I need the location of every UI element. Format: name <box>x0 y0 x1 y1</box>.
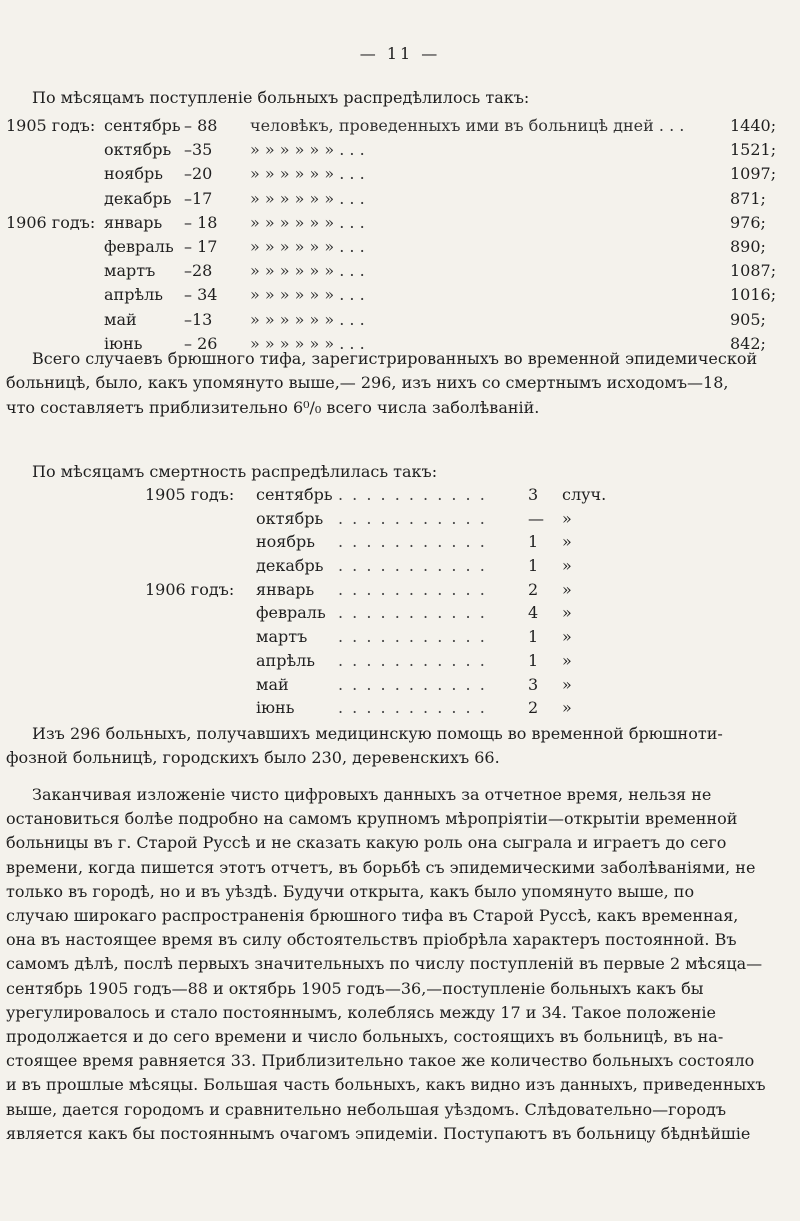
text-line: больницѣ, было, какъ упомянуто выше,— 296, изъ нихъ со смертнымъ исходомъ—18, <box>6 373 729 393</box>
text-line: Всего случаевъ брюшного тифа, зарегистрированныхъ во временной эпидемической <box>32 349 758 368</box>
text-line: случаю широкаго распространенія брюшного тифа въ Старой Руссѣ, какъ временная, <box>6 906 739 926</box>
row-text: » » » » » » . . . <box>250 188 365 208</box>
mortality-row <box>0 698 800 722</box>
unit-label: » <box>562 627 572 647</box>
year-label: 1906 годъ: <box>6 212 96 232</box>
text-line: выше, дается городомъ и сравнительно небольшая уѣздомъ. Слѣдовательно—городъ <box>6 1099 727 1119</box>
paragraph-total-cases <box>6 347 796 420</box>
hospital-days: 890; <box>730 236 766 256</box>
leader-dots: . . . . . . . . . . . <box>338 627 487 647</box>
death-count: 3 <box>528 485 539 504</box>
row-text: » » » » » » . . . <box>250 333 365 353</box>
admissions-row <box>0 285 800 309</box>
mortality-row <box>0 485 800 509</box>
month-label: апрѣль <box>256 650 315 670</box>
month-label: май <box>104 309 137 329</box>
leader-dots: . . . . . . . . . . . <box>338 532 487 552</box>
text-line: фозной больницѣ, городскихъ было 230, деревенскихъ 66. <box>6 748 500 768</box>
death-count: 1 <box>528 532 539 552</box>
month-label: сентябрь <box>104 116 181 135</box>
hospital-days: 1097; <box>730 164 777 184</box>
month-label: октябрь <box>256 508 324 528</box>
death-count: 1 <box>528 650 539 670</box>
patient-count: – 88 <box>184 116 218 135</box>
admissions-row <box>0 213 800 237</box>
month-label: декабрь <box>256 556 324 576</box>
year-label: 1905 годъ: <box>145 485 235 504</box>
patient-count: –17 <box>184 188 213 208</box>
admissions-row <box>0 140 800 164</box>
admissions-row <box>0 237 800 261</box>
text-line: продолжается и до сего времени и число больныхъ, состоящихъ въ больницѣ, въ на- <box>6 1027 724 1047</box>
row-text: » » » » » » . . . <box>250 261 365 281</box>
death-count: 2 <box>528 698 539 718</box>
unit-label: » <box>562 579 572 599</box>
patient-count: – 18 <box>184 212 218 232</box>
row-text: » » » » » » . . . <box>250 164 365 184</box>
unit-label: » <box>562 674 572 694</box>
hospital-days: 1087; <box>730 261 777 281</box>
paragraph-hospital-role <box>6 783 796 1146</box>
month-label: январь <box>104 212 163 232</box>
month-label: ноябрь <box>104 164 163 184</box>
death-count: 2 <box>528 579 539 599</box>
month-label: январь <box>256 579 315 599</box>
admissions-row <box>0 261 800 285</box>
text-line: и въ прошлые мѣсяцы. Большая часть больныхъ, какъ видно изъ данныхъ, приведенныхъ <box>6 1075 766 1095</box>
death-count: 4 <box>528 603 539 623</box>
month-label: ноябрь <box>256 532 315 552</box>
row-text: человѣкъ, проведенныхъ ими въ больницѣ дней . . . <box>250 116 685 135</box>
admissions-row <box>0 164 800 188</box>
month-label: іюнь <box>104 333 143 353</box>
text-line: Изъ 296 больныхъ, получавшихъ медицинскую помощь во временной брюшноти- <box>32 724 723 743</box>
text-line: она въ настоящее время въ силу обстоятельствъ пріобрѣла характеръ постоянной. Въ <box>6 930 737 950</box>
leader-dots: . . . . . . . . . . . <box>338 579 487 599</box>
row-text: » » » » » » . . . <box>250 140 365 160</box>
unit-label: случ. <box>562 485 607 504</box>
mortality-intro: По мѣсяцамъ смертность распредѣлилась такъ: <box>32 462 438 481</box>
row-text: » » » » » » . . . <box>250 212 365 232</box>
text-line: урегулировалось и стало постояннымъ, колеблясь между 17 и 34. Такое положеніе <box>6 1002 716 1022</box>
month-label: февраль <box>104 236 174 256</box>
patient-count: –20 <box>184 164 213 184</box>
mortality-row <box>0 509 800 533</box>
year-label: 1905 годъ: <box>6 116 96 135</box>
admissions-intro: По мѣсяцамъ поступленіе больныхъ распредѣлилось такъ: <box>32 88 530 107</box>
text-line: сентябрь 1905 годъ—88 и октябрь 1905 годъ—36,—поступленіе больныхъ какъ бы <box>6 978 704 998</box>
mortality-row <box>0 627 800 651</box>
patient-count: – 34 <box>184 285 218 305</box>
row-text: » » » » » » . . . <box>250 285 365 305</box>
unit-label: » <box>562 603 572 623</box>
admissions-table <box>0 116 800 358</box>
hospital-days: 905; <box>730 309 766 329</box>
text-line: что составляетъ приблизительно 6⁰/₀ всего числа заболѣваній. <box>6 397 540 417</box>
leader-dots: . . . . . . . . . . . <box>338 603 487 623</box>
text-line: только въ городѣ, но и въ уѣздѣ. Будучи открыта, какъ было упомянуто выше, по <box>6 881 695 901</box>
patient-count: – 17 <box>184 236 218 256</box>
leader-dots: . . . . . . . . . . . <box>338 508 487 528</box>
mortality-row <box>0 603 800 627</box>
month-label: мартъ <box>104 261 156 281</box>
month-label: май <box>256 674 289 694</box>
hospital-days: 1521; <box>730 140 777 160</box>
death-count: 1 <box>528 556 539 576</box>
admissions-row <box>0 310 800 334</box>
unit-label: » <box>562 508 572 528</box>
hospital-days: 1016; <box>730 285 777 305</box>
month-label: февраль <box>256 603 326 623</box>
mortality-table <box>0 485 800 722</box>
unit-label: » <box>562 650 572 670</box>
patient-count: – 26 <box>184 333 218 353</box>
death-count: 1 <box>528 627 539 647</box>
death-count: 3 <box>528 674 539 694</box>
row-text: » » » » » » . . . <box>250 309 365 329</box>
text-line: самомъ дѣлѣ, послѣ первыхъ значительныхъ по числу поступленій въ первые 2 мѣсяца— <box>6 954 763 974</box>
mortality-row <box>0 675 800 699</box>
mortality-row <box>0 651 800 675</box>
text-line: Заканчивая изложеніе чисто цифровыхъ данныхъ за отчетное время, нельзя не <box>32 785 712 804</box>
hospital-days: 842; <box>730 333 766 353</box>
patient-count: –13 <box>184 309 213 329</box>
page-number: — 11 — <box>359 44 441 63</box>
unit-label: » <box>562 532 572 552</box>
text-line: времени, когда пишется этотъ отчетъ, въ борьбѣ съ эпидемическими заболѣваніями, не <box>6 857 756 877</box>
month-label: апрѣль <box>104 285 163 305</box>
leader-dots: . . . . . . . . . . . <box>338 698 487 718</box>
text-line: стоящее время равняется 33. Приблизительно такое же количество больныхъ состояло <box>6 1051 755 1071</box>
death-count: — <box>528 508 544 528</box>
text-line: является какъ бы постояннымъ очагомъ эпидеміи. Поступаютъ въ больницу бѣднѣйшіе <box>6 1123 751 1143</box>
month-label: іюнь <box>256 698 295 718</box>
admissions-row <box>0 189 800 213</box>
unit-label: » <box>562 698 572 718</box>
text-line: остановиться болѣе подробно на самомъ крупномъ мѣропріятіи—открытіи временной <box>6 809 738 829</box>
hospital-days: 871; <box>730 188 766 208</box>
month-label: декабрь <box>104 188 172 208</box>
leader-dots: . . . . . . . . . . . <box>338 650 487 670</box>
unit-label: » <box>562 556 572 576</box>
patient-count: –28 <box>184 261 213 281</box>
hospital-days: 1440; <box>730 116 777 135</box>
leader-dots: . . . . . . . . . . . <box>338 485 487 504</box>
admissions-row <box>0 116 800 140</box>
leader-dots: . . . . . . . . . . . <box>338 556 487 576</box>
mortality-row <box>0 580 800 604</box>
row-text: » » » » » » . . . <box>250 236 365 256</box>
paragraph-urban-rural <box>6 722 796 771</box>
month-label: октябрь <box>104 140 172 160</box>
patient-count: –35 <box>184 140 213 160</box>
month-label: мартъ <box>256 627 308 647</box>
month-label: сентябрь <box>256 485 333 504</box>
mortality-row <box>0 556 800 580</box>
mortality-row <box>0 532 800 556</box>
leader-dots: . . . . . . . . . . . <box>338 674 487 694</box>
text-line: больницы въ г. Старой Руссѣ и не сказать какую роль она сыграла и играетъ до сего <box>6 833 727 853</box>
hospital-days: 976; <box>730 212 766 232</box>
year-label: 1906 годъ: <box>145 579 235 599</box>
